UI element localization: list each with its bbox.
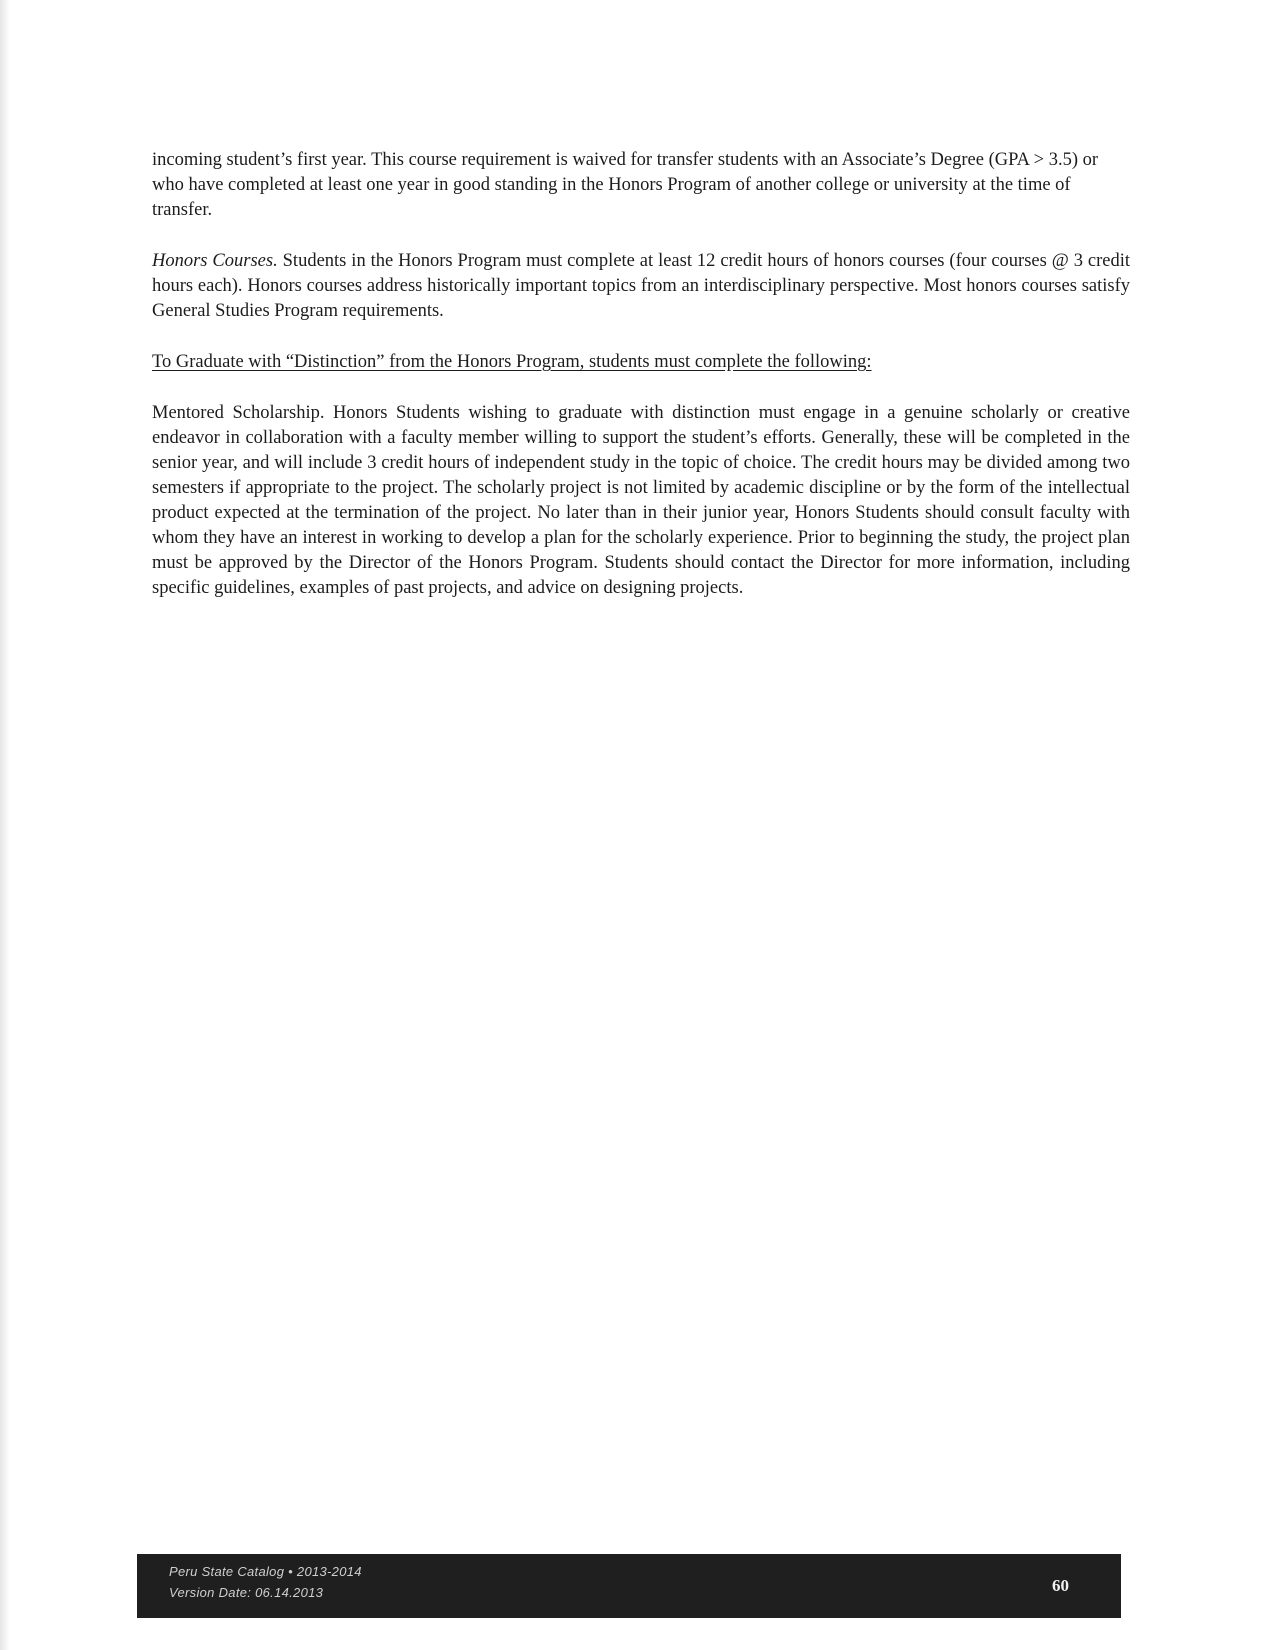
honors-courses-lead: Honors Courses. [152, 251, 278, 271]
footer-catalog-title: Peru State Catalog • 2013-2014 [169, 1564, 362, 1579]
page-number: 60 [1052, 1576, 1069, 1595]
paragraph-mentored-scholarship: Mentored Scholarship. Honors Students wishing to graduate with distinction must engage in a genuine scholarly or creative endeavor in collaboration with a faculty member willing to support the student’s efforts. Generally, these will be completed in the senior year, and will include 3 credit hours of independent study in the topic of choice. The credit hours may be divided among two semesters if appropriate to the project. The scholarly project is not limited by academic discipline or by the form of the intellectual product expected at the termination of the project. No later than in their junior year, Honors Students should consult faculty with whom they have an interest in working to develop a plan for the scholarly experience. Prior to beginning the study, the project plan must be approved by the Director of the Honors Program. Students should contact the Director for more information, including specific guidelines, examples of past projects, and advice on designing projects. [152, 403, 1130, 598]
document-body [152, 148, 1130, 627]
distinction-heading: To Graduate with “Distinction” from the Honors Program, students must complete the following: [152, 352, 872, 372]
paragraph-transfer-waiver: incoming student’s first year. This course requirement is waived for transfer students with an Associate’s Degree (GPA > 3.5) or who have completed at least one year in good standing in the Honors Program of another college or university at the time of transfer. [152, 150, 1099, 220]
page-edge-shadow [0, 0, 10, 1650]
paragraph-honors-courses [152, 249, 1130, 324]
footer-bar [137, 1554, 1121, 1618]
honors-courses-text: Students in the Honors Program must complete at least 12 credit hours of honors courses (four courses @ 3 credit hours each). Honors courses address historically important topics from an interdisciplinary perspective. Most honors courses satisfy General Studies Program requirements. [152, 251, 1130, 321]
footer-version-date: Version Date: 06.14.2013 [169, 1585, 324, 1600]
